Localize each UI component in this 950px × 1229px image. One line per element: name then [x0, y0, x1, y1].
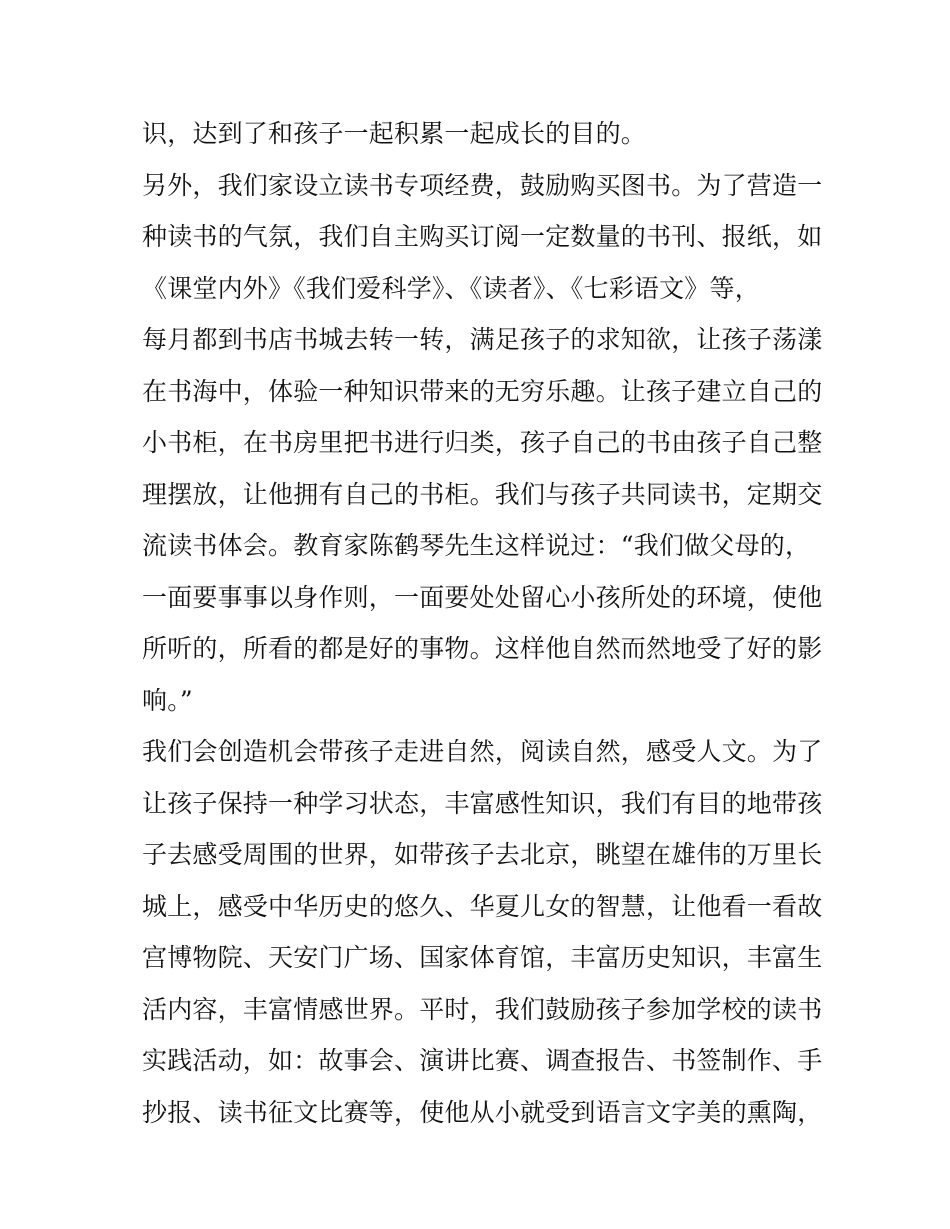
text-line: 让孩子保持一种学习状态，丰富感性知识，我们有目的地带孩: [142, 788, 823, 818]
text-line: 识，达到了和孩子一起积累一起成长的目的。: [142, 119, 647, 148]
text-line: 《课堂内外》《我们爱科学》、《读者》、《七彩语文》等，: [142, 273, 760, 303]
text-line: 实践活动，如：故事会、演讲比赛、调查报告、书签制作、手: [142, 1046, 823, 1075]
text-line: 宫博物院、天安门广场、国家体育馆，丰富历史知识，丰富生: [142, 943, 823, 972]
text-line: 抄报、读书征文比赛等，使他从小就受到语言文字美的熏陶，: [142, 1097, 823, 1127]
text-line: 另外，我们家设立读书专项经费，鼓励购买图书。为了营造一: [142, 170, 823, 200]
text-line: 小书柜，在书房里把书进行归类，孩子自己的书由孩子自己整: [142, 428, 823, 457]
text-line: 我们会创造机会带孩子走进自然，阅读自然，感受人文。为了: [142, 737, 823, 766]
text-line: 子去感受周围的世界，如带孩子去北京，眺望在雄伟的万里长: [142, 840, 823, 869]
text-line: 所听的，所看的都是好的事物。这样他自然而然地受了好的影: [142, 634, 823, 663]
text-line: 流读书体会。教育家陈鹤琴先生这样说过：“我们做父母的，: [142, 531, 811, 560]
text-line: 理摆放，让他拥有自己的书柜。我们与孩子共同读书，定期交: [142, 479, 823, 509]
text-line: 响。”: [142, 685, 193, 715]
text-line: 在书海中，体验一种知识带来的无穷乐趣。让孩子建立自己的: [142, 376, 823, 406]
text-line: 种读书的气氛，我们自主购买订阅一定数量的书刊、报纸，如: [142, 222, 823, 251]
text-line: 一面要事事以身作则，一面要处处留心小孩所处的环境，使他: [142, 582, 823, 612]
text-line: 每月都到书店书城去转一转，满足孩子的求知欲，让孩子荡漾: [142, 325, 823, 354]
body-text: [142, 108, 822, 1138]
text-line: 活内容，丰富情感世界。平时，我们鼓励孩子参加学校的读书: [142, 994, 823, 1024]
text-line: 城上，感受中华历史的悠久、华夏儿女的智慧，让他看一看故: [142, 891, 823, 921]
